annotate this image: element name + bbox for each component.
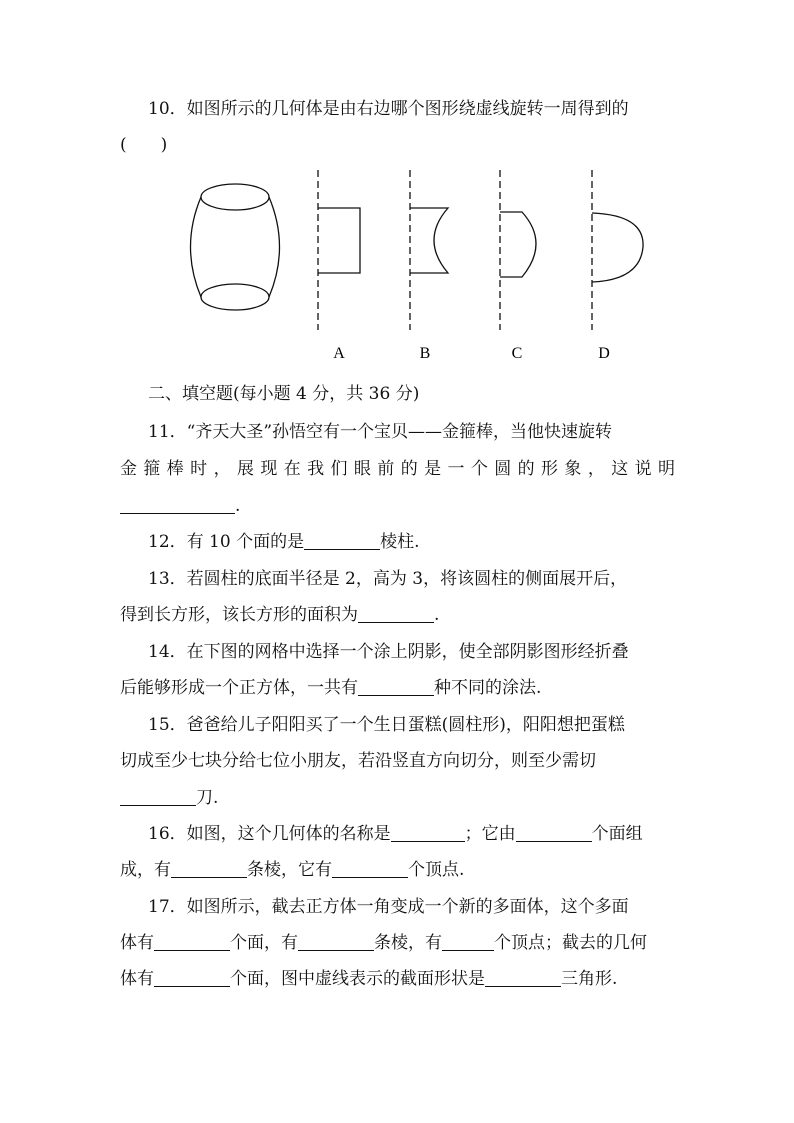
q17-blank-shape[interactable] xyxy=(485,968,561,987)
q16-blank-faces[interactable] xyxy=(516,823,592,842)
q16-line2-post: 个顶点. xyxy=(408,860,465,880)
q16-blank-edges[interactable] xyxy=(171,859,247,878)
q17-blank-faces[interactable] xyxy=(154,932,230,951)
q13-post: . xyxy=(434,605,440,625)
q10-figure xyxy=(180,165,660,365)
barrel-solid xyxy=(191,184,280,310)
q13-blank[interactable] xyxy=(358,604,434,623)
option-c-figure xyxy=(500,170,536,330)
q17-line1: 17．如图所示，截去正方体一角变成一个新的多面体，这个多面 xyxy=(148,897,629,917)
q17-blank-cut-faces[interactable] xyxy=(154,968,230,987)
q10-answer-paren: ( ) xyxy=(120,135,168,155)
option-b-figure xyxy=(410,170,448,330)
q16-blank-name[interactable] xyxy=(391,823,465,842)
q14-post: 种不同的涂法. xyxy=(434,678,542,698)
option-d-label: D xyxy=(598,345,610,362)
q16-mid: ；它由 xyxy=(464,824,516,844)
q17-line2-c: 条棱，有 xyxy=(374,933,442,953)
option-c-label: C xyxy=(511,345,523,362)
q14-blank[interactable] xyxy=(358,677,434,696)
q17-line3-a: 体有 xyxy=(120,969,154,989)
q11-line3 xyxy=(120,494,240,518)
q12-line xyxy=(148,530,419,554)
option-a-figure xyxy=(318,170,360,330)
q12-blank[interactable] xyxy=(304,531,380,550)
q17-line2 xyxy=(120,931,647,955)
q17-line3-c: 三角形. xyxy=(561,969,618,989)
q17-line3 xyxy=(120,967,617,991)
q17-blank-edges[interactable] xyxy=(298,932,374,951)
q16-line2-mid: 条棱，它有 xyxy=(247,860,332,880)
section-title: 二、填空题(每小题 4 分，共 36 分) xyxy=(148,384,420,404)
q15-line1: 15．爸爸给儿子阳阳买了一个生日蛋糕(圆柱形)，阳阳想把蛋糕 xyxy=(148,715,625,735)
q12-post: 棱柱. xyxy=(380,532,420,552)
q17-line3-b: 个面，图中虚线表示的截面形状是 xyxy=(230,969,485,989)
q11-blank[interactable] xyxy=(120,495,235,514)
q15-line2: 切成至少七块分给七位小朋友，若沿竖直方向切分，则至少需切 xyxy=(120,751,596,771)
q11-line1: 11．“齐天大圣”孙悟空有一个宝贝——金箍棒，当他快速旋转 xyxy=(148,422,613,442)
q15-post: 刀. xyxy=(196,788,219,808)
q17-line2-b: 个面，有 xyxy=(230,933,298,953)
q17-line2-d: 个顶点；截去的几何 xyxy=(494,933,647,953)
q13-line2 xyxy=(120,603,439,627)
q14-line1: 14．在下图的网格中选择一个涂上阴影，使全部阴影图形经折叠 xyxy=(148,642,629,662)
q16-blank-vertices[interactable] xyxy=(332,859,408,878)
q11-line2: 金箍棒时，展现在我们眼前的是一个圆的形象，这说明 xyxy=(120,459,675,479)
q15-blank[interactable] xyxy=(120,787,196,806)
q14-line2 xyxy=(120,676,541,700)
q16-line2 xyxy=(120,858,464,882)
q16-line1 xyxy=(148,822,643,846)
q17-line2-a: 体有 xyxy=(120,933,154,953)
q17-blank-vertices[interactable] xyxy=(442,932,494,951)
q10-text: 10．如图所示的几何体是由右边哪个图形绕虚线旋转一周得到的 xyxy=(148,99,629,119)
q13-pre: 得到长方形，该长方形的面积为 xyxy=(120,605,358,625)
q11-end: . xyxy=(235,496,241,516)
q15-line3 xyxy=(120,786,218,810)
q13-line1: 13．若圆柱的底面半径是 2，高为 3，将该圆柱的侧面展开后， xyxy=(148,569,628,589)
q12-pre: 12．有 10 个面的是 xyxy=(148,532,305,552)
option-b-label: B xyxy=(419,345,431,362)
q16-pre: 16．如图，这个几何体的名称是 xyxy=(148,824,391,844)
q14-pre: 后能够形成一个正方体，一共有 xyxy=(120,678,358,698)
option-a-label: A xyxy=(333,345,345,362)
option-d-figure xyxy=(592,170,643,330)
q16-post: 个面组 xyxy=(591,824,643,844)
q16-line2-pre: 成，有 xyxy=(120,860,171,880)
